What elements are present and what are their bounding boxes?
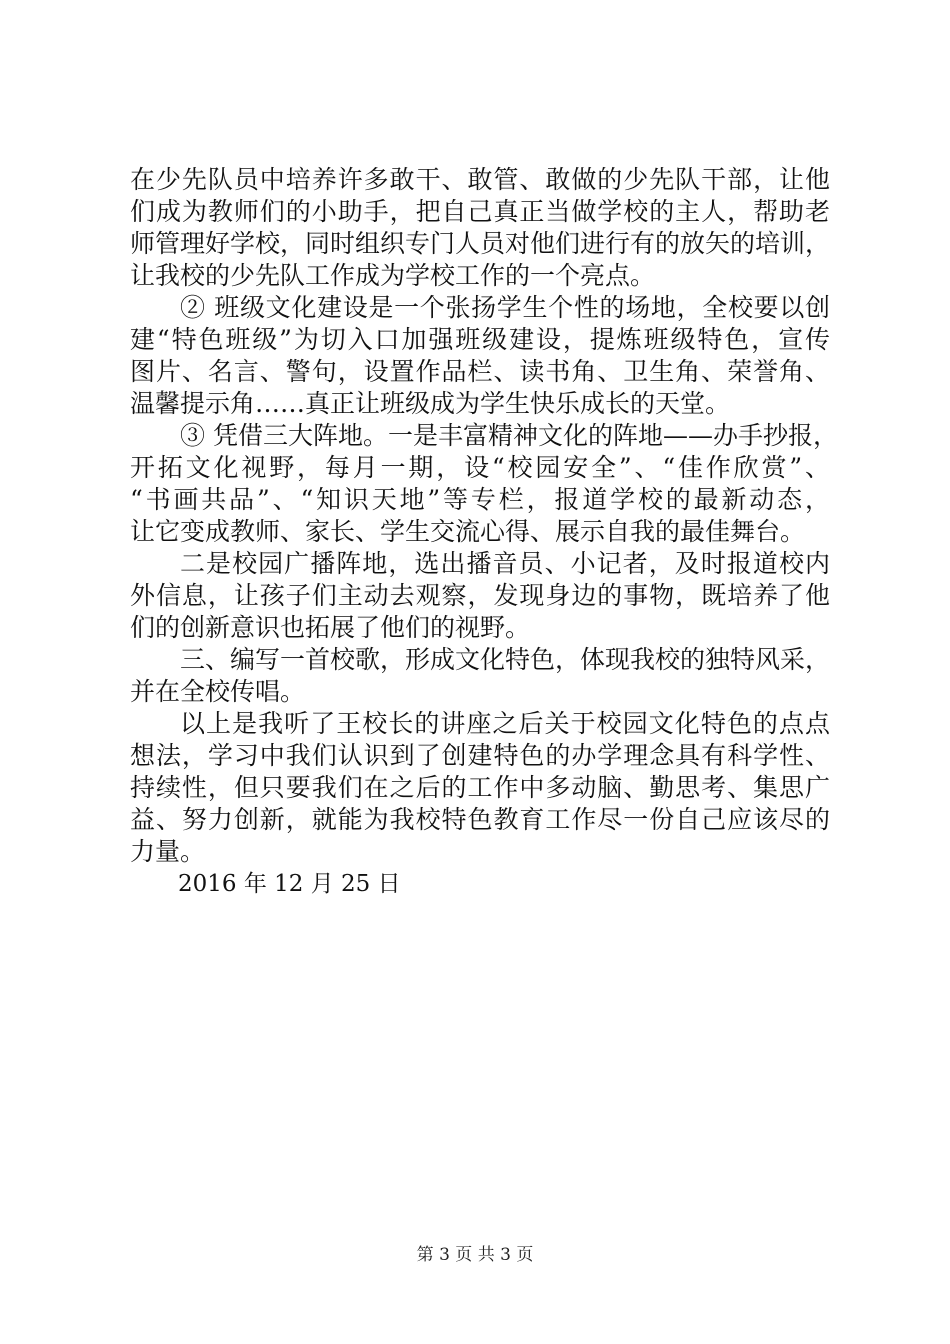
text-line: 三、编写一首校歌，形成文化特色，体现我校的独特风采， [180, 645, 831, 674]
text-line: 温馨提示角……真正让班级成为学生快乐成长的天堂。 [130, 389, 731, 418]
text-line: 开拓文化视野，每月一期，设“校园安全”、“佳作欣赏”、 [130, 453, 830, 482]
text-line: 并在全校传唱。 [130, 677, 306, 706]
text-line: 让我校的少先队工作成为学校工作的一个亮点。 [130, 261, 656, 290]
text-line: 以上是我听了王校长的讲座之后关于校园文化特色的点点 [180, 709, 830, 738]
date-line: 2016 年 12 月 25 日 [178, 871, 401, 897]
text-line: 二是校园广播阵地，选出播音员、小记者，及时报道校内 [180, 549, 830, 578]
text-line: 们成为教师们的小助手，把自己真正当做学校的主人，帮助老 [130, 197, 830, 226]
text-line: 师管理好学校，同时组织专门人员对他们进行有的放矢的培训， [130, 229, 831, 258]
text-line: ③ 凭借三大阵地。一是丰富精神文化的阵地——办手抄报， [180, 421, 838, 450]
text-line: 外信息，让孩子们主动去观察，发现身边的事物，既培养了他 [130, 581, 830, 610]
text-line: 想法，学习中我们认识到了创建特色的办学理念具有科学性、 [130, 741, 830, 770]
text-line: ② 班级文化建设是一个张扬学生个性的场地，全校要以创 [180, 293, 830, 322]
text-line: 力量。 [130, 837, 206, 866]
text-line: 们的创新意识也拓展了他们的视野。 [130, 613, 531, 642]
document-body [130, 164, 838, 900]
text-line: 让它变成教师、家长、学生交流心得、展示自我的最佳舞台。 [130, 517, 806, 546]
text-line: 建“特色班级”为切入口加强班级建设，提炼班级特色，宣传 [130, 325, 830, 354]
text-line: “书画共品”、“知识天地”等专栏，报道学校的最新动态， [130, 485, 830, 514]
text-line: 图片、名言、警句，设置作品栏、读书角、卫生角、荣誉角、 [130, 357, 830, 386]
text-line: 益、努力创新，就能为我校特色教育工作尽一份自己应该尽的 [130, 805, 830, 834]
page-footer: 第 3 页 共 3 页 [416, 1245, 534, 1265]
text-line: 在少先队员中培养许多敢干、敢管、敢做的少先队干部，让他 [130, 165, 830, 194]
text-line: 持续性，但只要我们在之后的工作中多动脑、勤思考、集思广 [130, 773, 830, 802]
